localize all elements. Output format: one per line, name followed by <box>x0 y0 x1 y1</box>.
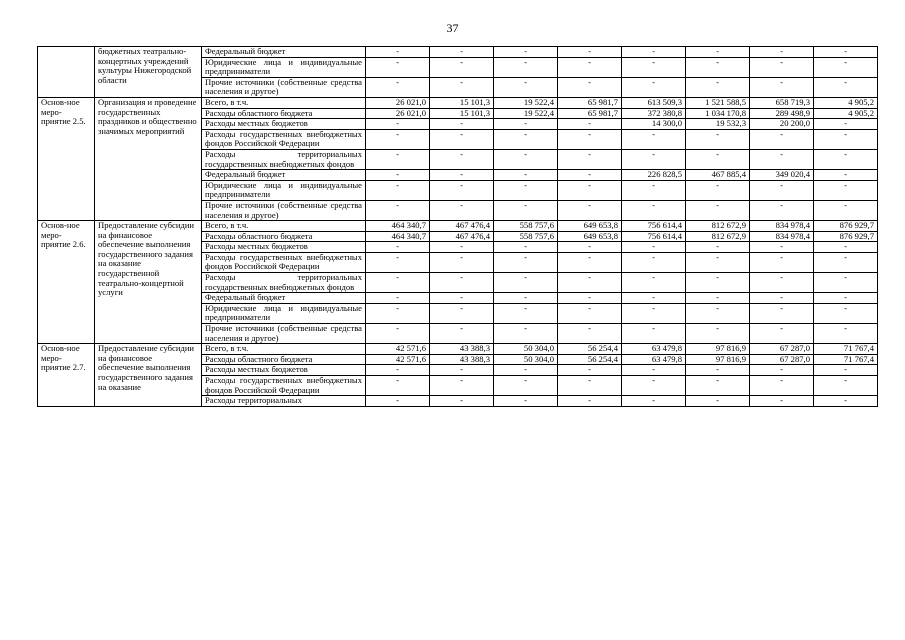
value-cell: 50 304,0 <box>494 344 558 355</box>
value-cell: 56 254,4 <box>558 354 622 365</box>
value-cell: - <box>622 376 686 396</box>
funding-source-cell: Расходы областного бюджета <box>202 354 366 365</box>
funding-source-cell: Юридические лица и индивидуальные предприниматели <box>202 57 366 77</box>
value-cell: - <box>366 242 430 253</box>
value-cell: - <box>814 57 878 77</box>
value-cell: - <box>494 273 558 293</box>
value-cell: - <box>558 149 622 169</box>
value-cell: - <box>558 303 622 323</box>
value-cell: - <box>622 57 686 77</box>
funding-source-cell: Расходы областного бюджета <box>202 231 366 242</box>
value-cell: - <box>622 293 686 304</box>
value-cell: 558 757,6 <box>494 221 558 232</box>
value-cell: - <box>366 57 430 77</box>
value-cell: - <box>686 376 750 396</box>
value-cell: - <box>494 170 558 181</box>
value-cell: - <box>494 376 558 396</box>
value-cell: - <box>622 149 686 169</box>
value-cell: - <box>814 149 878 169</box>
value-cell: - <box>558 47 622 58</box>
value-cell: 464 340,7 <box>366 221 430 232</box>
value-cell: 43 388,3 <box>430 344 494 355</box>
value-cell: - <box>686 324 750 344</box>
table-row <box>38 344 878 355</box>
value-cell: - <box>366 77 430 97</box>
value-cell: 349 020,4 <box>750 170 814 181</box>
value-cell: - <box>750 180 814 200</box>
value-cell: - <box>494 242 558 253</box>
value-cell: - <box>558 376 622 396</box>
value-cell: - <box>814 119 878 130</box>
value-cell: - <box>430 293 494 304</box>
value-cell: - <box>814 170 878 181</box>
activity-cell: Основ-ное меро-приятие 2.7. <box>38 344 95 407</box>
value-cell: - <box>750 293 814 304</box>
funding-source-cell: Расходы территориальных государственных внебюджетных фондов <box>202 149 366 169</box>
value-cell: 834 978,4 <box>750 231 814 242</box>
value-cell: - <box>686 273 750 293</box>
value-cell: - <box>814 129 878 149</box>
activity-name-cell: Предоставление субсидии на финансовое обеспечение выполнения государственного задания на оказание государственной театрально-концертной услуги <box>95 221 202 344</box>
value-cell: - <box>558 273 622 293</box>
value-cell: - <box>750 129 814 149</box>
value-cell: - <box>686 77 750 97</box>
value-cell: - <box>686 293 750 304</box>
activity-name-cell: Организация и проведение государственных праздников и общественно значимых мероприятий <box>95 97 202 220</box>
value-cell: - <box>622 180 686 200</box>
funding-source-cell: Федеральный бюджет <box>202 170 366 181</box>
value-cell: - <box>494 149 558 169</box>
value-cell: 67 287,0 <box>750 354 814 365</box>
funding-source-cell: Юридические лица и индивидуальные предприниматели <box>202 180 366 200</box>
value-cell: - <box>750 273 814 293</box>
value-cell: - <box>750 303 814 323</box>
value-cell: - <box>558 396 622 407</box>
value-cell: 63 479,8 <box>622 344 686 355</box>
value-cell: - <box>686 47 750 58</box>
value-cell: - <box>558 200 622 220</box>
value-cell: - <box>686 129 750 149</box>
value-cell: - <box>750 149 814 169</box>
value-cell: - <box>750 57 814 77</box>
funding-source-cell: Расходы местных бюджетов <box>202 119 366 130</box>
value-cell: - <box>366 293 430 304</box>
value-cell: 558 757,6 <box>494 231 558 242</box>
value-cell: - <box>494 129 558 149</box>
value-cell: - <box>558 170 622 181</box>
value-cell: 4 905,2 <box>814 108 878 119</box>
value-cell: - <box>814 77 878 97</box>
value-cell: - <box>686 200 750 220</box>
value-cell: 226 828,5 <box>622 170 686 181</box>
value-cell: 658 719,3 <box>750 97 814 108</box>
activity-cell: Основ-ное меро-приятие 2.6. <box>38 221 95 344</box>
value-cell: - <box>814 252 878 272</box>
value-cell: - <box>494 47 558 58</box>
value-cell: - <box>494 57 558 77</box>
value-cell: - <box>558 293 622 304</box>
value-cell: - <box>750 376 814 396</box>
value-cell: - <box>430 365 494 376</box>
value-cell: - <box>366 252 430 272</box>
funding-source-cell: Расходы областного бюджета <box>202 108 366 119</box>
page-number: 37 <box>446 21 459 35</box>
value-cell: - <box>686 57 750 77</box>
value-cell: - <box>430 303 494 323</box>
value-cell: - <box>430 57 494 77</box>
value-cell: - <box>494 303 558 323</box>
value-cell: - <box>430 252 494 272</box>
value-cell: 613 509,3 <box>622 97 686 108</box>
funding-source-cell: Федеральный бюджет <box>202 47 366 58</box>
value-cell: - <box>750 252 814 272</box>
value-cell: - <box>686 396 750 407</box>
value-cell: 372 380,8 <box>622 108 686 119</box>
value-cell: - <box>622 47 686 58</box>
value-cell: 26 021,0 <box>366 97 430 108</box>
value-cell: - <box>366 170 430 181</box>
value-cell: - <box>814 293 878 304</box>
value-cell: - <box>558 119 622 130</box>
value-cell: - <box>430 77 494 97</box>
value-cell: - <box>814 365 878 376</box>
value-cell: 289 498,9 <box>750 108 814 119</box>
value-cell: 14 300,0 <box>622 119 686 130</box>
value-cell: 50 304,0 <box>494 354 558 365</box>
funding-source-cell: Федеральный бюджет <box>202 293 366 304</box>
value-cell: 71 767,4 <box>814 354 878 365</box>
value-cell: - <box>814 200 878 220</box>
value-cell: - <box>686 303 750 323</box>
funding-source-cell: Расходы местных бюджетов <box>202 242 366 253</box>
value-cell: - <box>430 273 494 293</box>
value-cell: 65 981,7 <box>558 97 622 108</box>
funding-source-cell: Прочие источники (собственные средства населения и другое) <box>202 200 366 220</box>
value-cell: - <box>814 273 878 293</box>
value-cell: - <box>558 77 622 97</box>
value-cell: - <box>366 324 430 344</box>
value-cell: - <box>814 180 878 200</box>
value-cell: 67 287,0 <box>750 344 814 355</box>
funding-source-cell: Всего, в т.ч. <box>202 97 366 108</box>
value-cell: - <box>366 396 430 407</box>
value-cell: - <box>494 200 558 220</box>
value-cell: - <box>686 180 750 200</box>
value-cell: 1 034 170,8 <box>686 108 750 119</box>
value-cell: - <box>814 396 878 407</box>
value-cell: 4 905,2 <box>814 97 878 108</box>
value-cell: - <box>494 77 558 97</box>
value-cell: 97 816,9 <box>686 344 750 355</box>
value-cell: - <box>366 149 430 169</box>
value-cell: - <box>430 47 494 58</box>
value-cell: - <box>622 77 686 97</box>
value-cell: - <box>558 252 622 272</box>
activity-cell <box>38 47 95 98</box>
value-cell: 19 522,4 <box>494 108 558 119</box>
funding-source-cell: Прочие источники (собственные средства населения и другое) <box>202 324 366 344</box>
value-cell: - <box>430 180 494 200</box>
funding-source-cell: Расходы территориальных <box>202 396 366 407</box>
value-cell: 43 388,3 <box>430 354 494 365</box>
value-cell: 876 929,7 <box>814 221 878 232</box>
value-cell: 649 653,8 <box>558 231 622 242</box>
value-cell: 97 816,9 <box>686 354 750 365</box>
value-cell: - <box>814 376 878 396</box>
value-cell: - <box>366 47 430 58</box>
value-cell: 467 885,4 <box>686 170 750 181</box>
value-cell: - <box>558 57 622 77</box>
value-cell: 65 981,7 <box>558 108 622 119</box>
value-cell: - <box>366 200 430 220</box>
value-cell: - <box>750 365 814 376</box>
value-cell: 834 978,4 <box>750 221 814 232</box>
value-cell: - <box>622 200 686 220</box>
value-cell: - <box>814 47 878 58</box>
value-cell: - <box>366 303 430 323</box>
value-cell: 756 614,4 <box>622 221 686 232</box>
table-body <box>38 47 878 407</box>
funding-source-cell: Всего, в т.ч. <box>202 221 366 232</box>
value-cell: - <box>750 324 814 344</box>
value-cell: - <box>366 129 430 149</box>
value-cell: - <box>558 242 622 253</box>
value-cell: - <box>622 252 686 272</box>
value-cell: 15 101,3 <box>430 97 494 108</box>
value-cell: 812 672,9 <box>686 231 750 242</box>
value-cell: - <box>686 242 750 253</box>
value-cell: - <box>366 365 430 376</box>
activity-name-cell: бюджетных театрально-концертных учреждений культуры Нижегородской области <box>95 47 202 98</box>
activity-cell: Основ-ное меро-приятие 2.5. <box>38 97 95 220</box>
value-cell: - <box>814 303 878 323</box>
value-cell: 876 929,7 <box>814 231 878 242</box>
value-cell: 1 521 588,5 <box>686 97 750 108</box>
value-cell: 26 021,0 <box>366 108 430 119</box>
value-cell: 19 532,3 <box>686 119 750 130</box>
value-cell: 649 653,8 <box>558 221 622 232</box>
value-cell: - <box>622 365 686 376</box>
funding-source-cell: Расходы государственных внебюджетных фондов Российской Федерации <box>202 129 366 149</box>
funding-source-cell: Прочие источники (собственные средства населения и другое) <box>202 77 366 97</box>
value-cell: 812 672,9 <box>686 221 750 232</box>
value-cell: - <box>750 396 814 407</box>
value-cell: - <box>750 200 814 220</box>
value-cell: - <box>686 149 750 169</box>
value-cell: - <box>622 273 686 293</box>
value-cell: - <box>430 324 494 344</box>
value-cell: 71 767,4 <box>814 344 878 355</box>
value-cell: - <box>430 119 494 130</box>
value-cell: 19 522,4 <box>494 97 558 108</box>
value-cell: - <box>814 324 878 344</box>
value-cell: - <box>558 129 622 149</box>
value-cell: - <box>558 324 622 344</box>
value-cell: - <box>558 180 622 200</box>
value-cell: 63 479,8 <box>622 354 686 365</box>
value-cell: 467 476,4 <box>430 221 494 232</box>
value-cell: - <box>750 77 814 97</box>
funding-source-cell: Расходы государственных внебюджетных фондов Российской Федерации <box>202 376 366 396</box>
value-cell: - <box>494 180 558 200</box>
value-cell: - <box>814 242 878 253</box>
value-cell: - <box>494 324 558 344</box>
funding-source-cell: Расходы территориальных государственных внебюджетных фондов <box>202 273 366 293</box>
value-cell: - <box>430 129 494 149</box>
value-cell: 42 571,6 <box>366 354 430 365</box>
table-row <box>38 97 878 108</box>
value-cell: 464 340,7 <box>366 231 430 242</box>
value-cell: - <box>430 149 494 169</box>
value-cell: - <box>430 242 494 253</box>
value-cell: - <box>686 252 750 272</box>
value-cell: - <box>494 293 558 304</box>
value-cell: 467 476,4 <box>430 231 494 242</box>
funding-source-cell: Расходы государственных внебюджетных фондов Российской Федерации <box>202 252 366 272</box>
value-cell: - <box>558 365 622 376</box>
value-cell: - <box>686 365 750 376</box>
value-cell: - <box>430 396 494 407</box>
value-cell: - <box>622 303 686 323</box>
value-cell: - <box>430 200 494 220</box>
value-cell: - <box>622 324 686 344</box>
funding-source-cell: Всего, в т.ч. <box>202 344 366 355</box>
value-cell: 56 254,4 <box>558 344 622 355</box>
value-cell: - <box>366 273 430 293</box>
value-cell: - <box>750 242 814 253</box>
table-row <box>38 47 878 58</box>
value-cell: - <box>494 252 558 272</box>
value-cell: - <box>366 376 430 396</box>
funding-source-cell: Расходы местных бюджетов <box>202 365 366 376</box>
value-cell: - <box>430 170 494 181</box>
table-row <box>38 221 878 232</box>
value-cell: - <box>622 396 686 407</box>
value-cell: - <box>494 396 558 407</box>
budget-table <box>37 46 878 407</box>
funding-source-cell: Юридические лица и индивидуальные предприниматели <box>202 303 366 323</box>
value-cell: - <box>622 129 686 149</box>
value-cell: - <box>366 119 430 130</box>
value-cell: 20 200,0 <box>750 119 814 130</box>
value-cell: - <box>366 180 430 200</box>
value-cell: - <box>622 242 686 253</box>
value-cell: - <box>750 47 814 58</box>
value-cell: 15 101,3 <box>430 108 494 119</box>
value-cell: 42 571,6 <box>366 344 430 355</box>
activity-name-cell: Предоставление субсидии на финансовое обеспечение выполнения государственного задания на оказание <box>95 344 202 407</box>
value-cell: 756 614,4 <box>622 231 686 242</box>
value-cell: - <box>430 376 494 396</box>
value-cell: - <box>494 119 558 130</box>
value-cell: - <box>494 365 558 376</box>
